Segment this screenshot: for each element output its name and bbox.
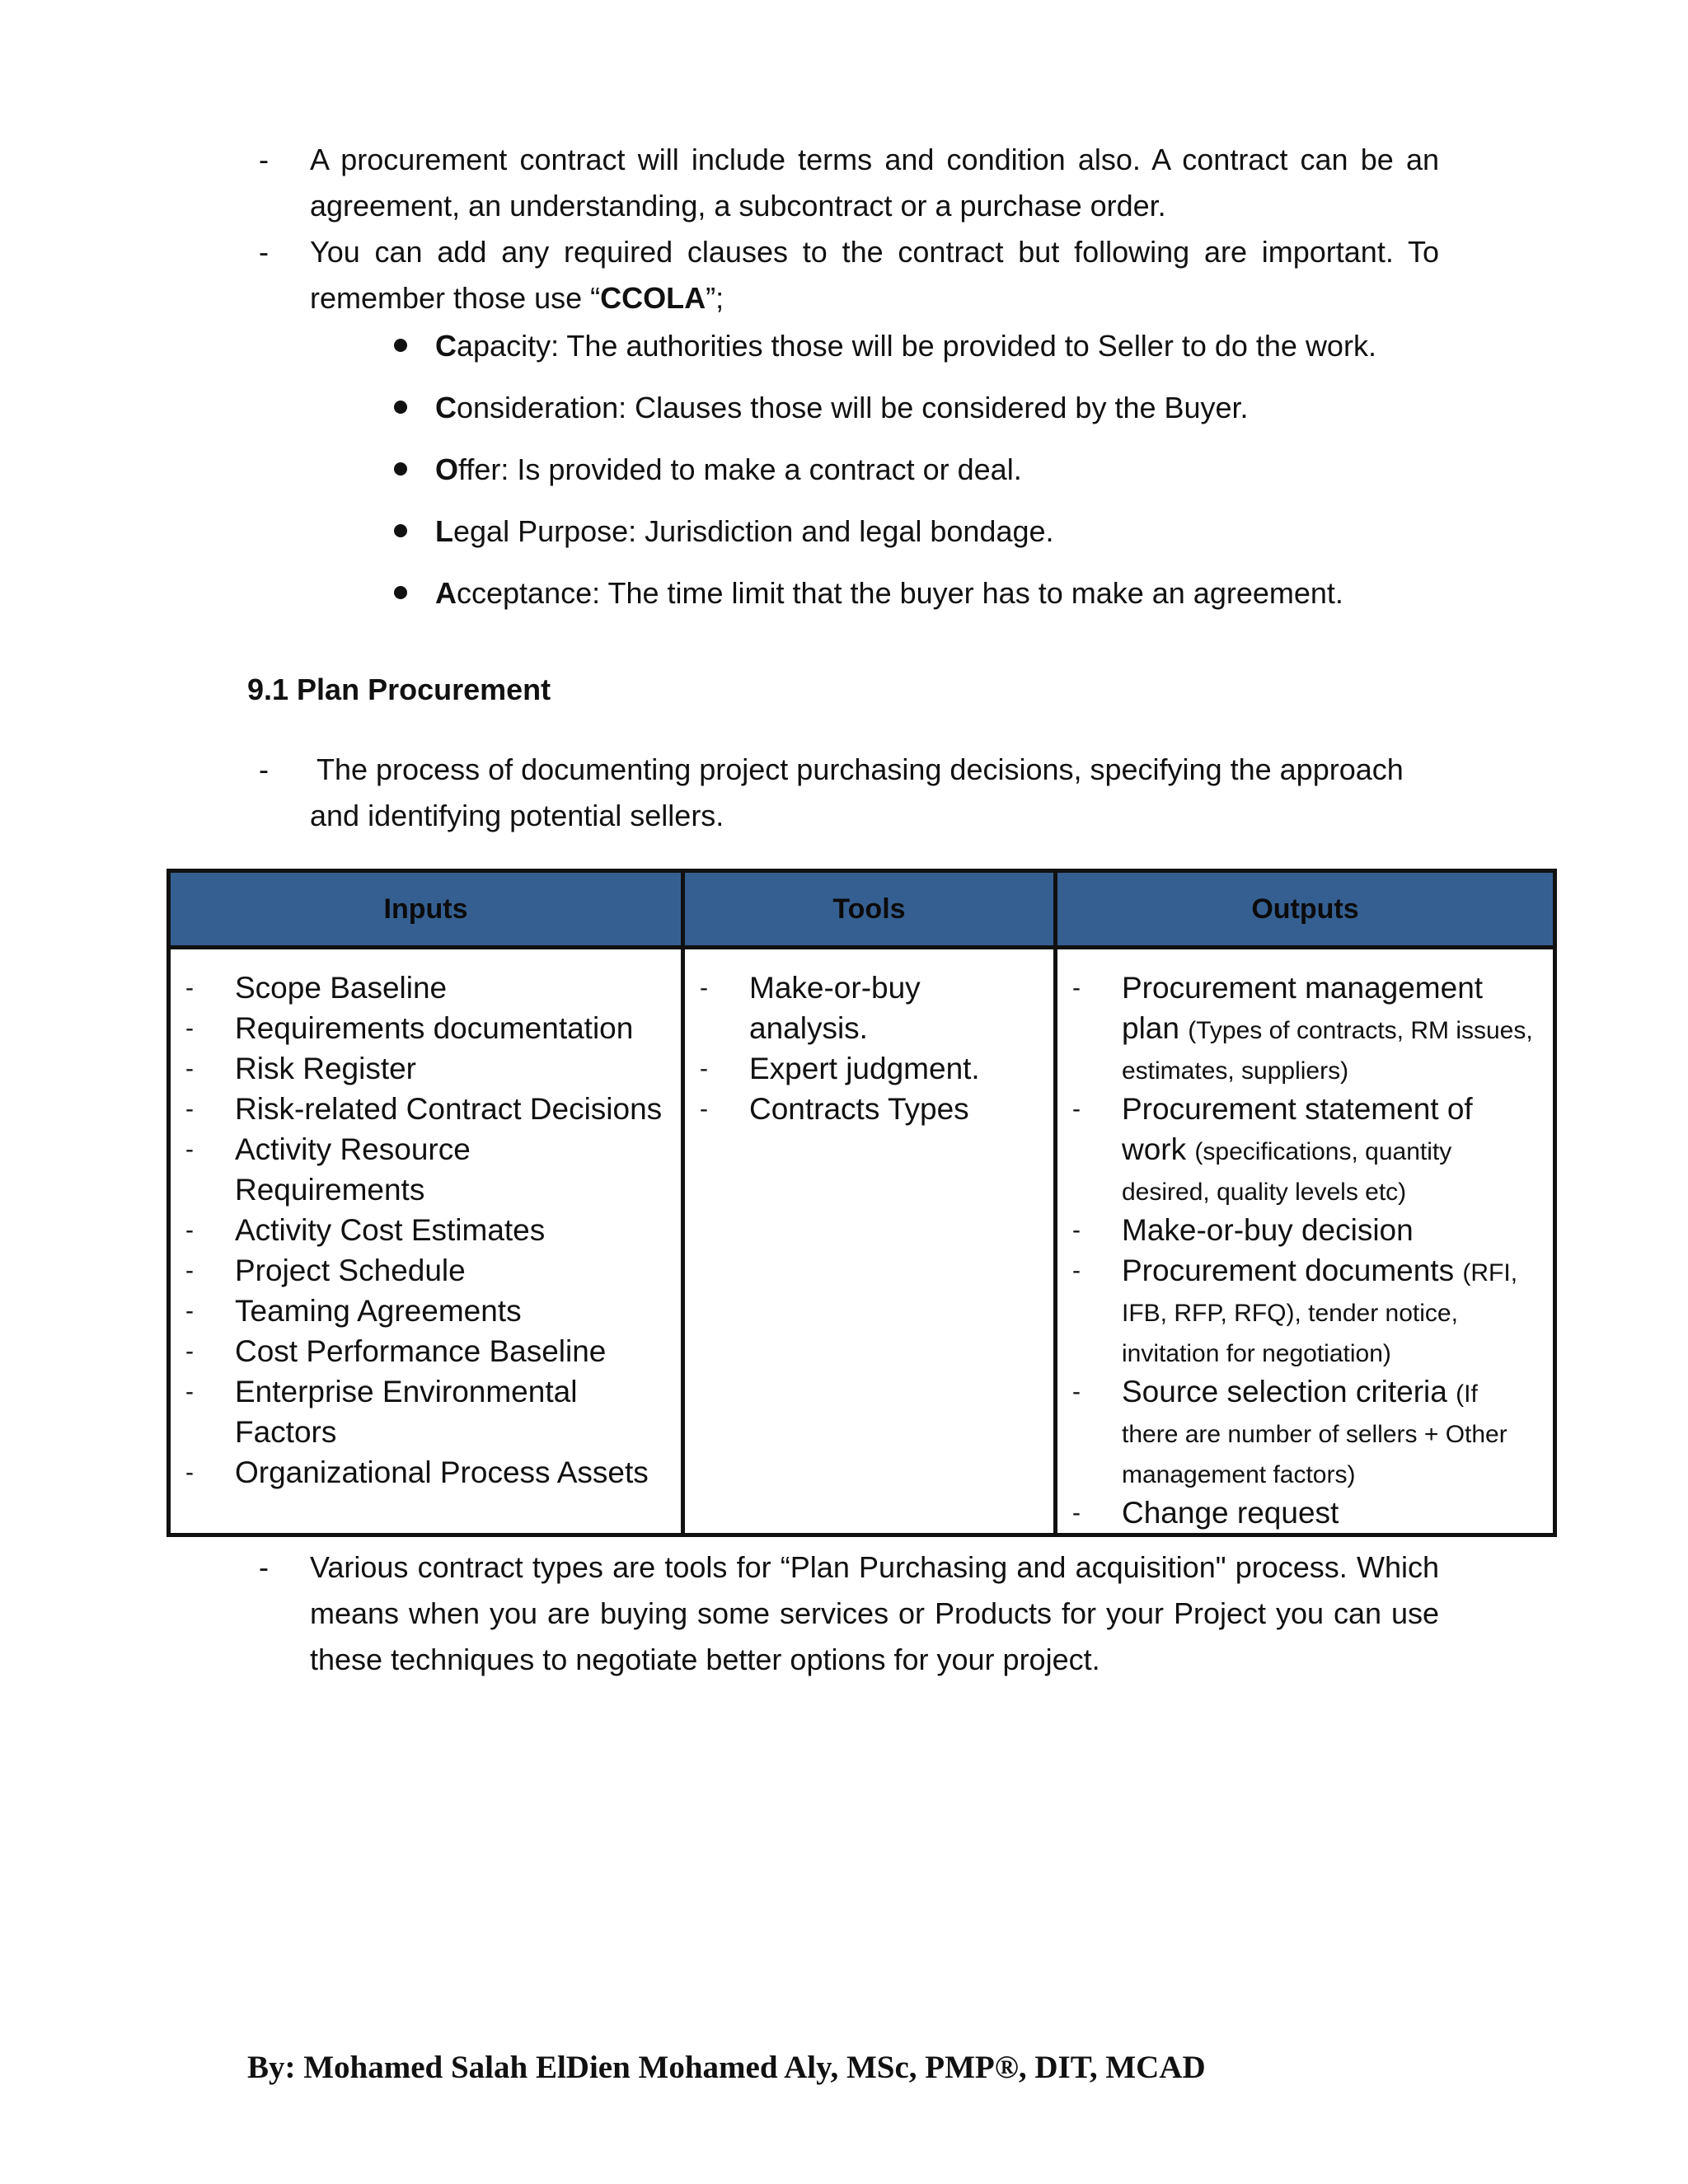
list-item: - Activity Resource Requirements	[171, 1129, 681, 1210]
list-item: - Scope Baseline	[171, 968, 681, 1008]
list-item: - Expert judgment.	[685, 1048, 1053, 1089]
procurement-itto-table	[166, 869, 1557, 1537]
intro-text-2: You can add any required clauses to the contract but following are important. To remember those use “CCOLA”;	[310, 235, 1439, 315]
bullet-dot-icon	[394, 339, 407, 352]
list-item: - Source selection criteria (If there are number of sellers + Other management factors)	[1057, 1371, 1553, 1493]
dash-marker: -	[259, 235, 269, 269]
section-description	[259, 747, 1439, 839]
list-item: - Change request	[1057, 1493, 1553, 1533]
tools-cell	[683, 948, 1056, 1535]
dash-marker: -	[259, 1550, 269, 1584]
bullet-dot-icon	[394, 524, 407, 537]
list-item: - Make-or-buy analysis.	[685, 968, 1053, 1048]
table-header-row	[169, 871, 1555, 948]
list-item: - Teaming Agreements	[171, 1291, 681, 1331]
ccola-item-acceptance: Acceptance: The time limit that the buyer has to make an agreement.	[394, 570, 1343, 616]
ccola-item-offer: Offer: Is provided to make a contract or deal.	[394, 447, 1022, 493]
section-heading: 9.1 Plan Procurement	[247, 673, 551, 706]
list-item: - Cost Performance Baseline	[171, 1331, 681, 1371]
list-item: - Contracts Types	[685, 1089, 1053, 1129]
ccola-acronym: CCOLA	[600, 281, 706, 315]
list-item: - Risk Register	[171, 1048, 681, 1089]
header-inputs: Inputs	[169, 871, 683, 948]
list-item: - Activity Cost Estimates	[171, 1210, 681, 1250]
list-item: - Requirements documentation	[171, 1008, 681, 1048]
bullet-dot-icon	[394, 401, 407, 414]
list-item: - Enterprise Environmental Factors	[171, 1371, 681, 1452]
intro-text-1: A procurement contract will include terms and condition also. A contract can be an agreement, an understanding, a subcontract or a purchase order.	[310, 143, 1439, 223]
list-item: - Risk-related Contract Decisions	[171, 1089, 681, 1129]
section-description-text: The process of documenting project purchasing decisions, specifying the approach and identifying potential sellers.	[310, 752, 1404, 832]
dash-marker: -	[259, 143, 269, 176]
intro-item-2	[259, 229, 1439, 321]
dash-marker: -	[259, 752, 269, 786]
bullet-dot-icon	[394, 462, 407, 476]
table-row	[169, 948, 1555, 1535]
list-item: - Procurement statement of work (specifications, quantity desired, quality levels etc)	[1057, 1089, 1553, 1210]
list-item: - Make-or-buy decision	[1057, 1210, 1553, 1250]
inputs-cell	[169, 948, 683, 1535]
author-footer: By: Mohamed Salah ElDien Mohamed Aly, MSc, PMP®, DIT, MCAD	[247, 2050, 1206, 2085]
ccola-item-legal-purpose: Legal Purpose: Jurisdiction and legal bondage.	[394, 509, 1054, 555]
closing-text: Various contract types are tools for “Plan Purchasing and acquisition" process. Which means when you are buying some services or Products for your Project you can use these techniques to negotiate better options for your project.	[310, 1550, 1439, 1676]
list-item: - Procurement management plan (Types of contracts, RM issues, estimates, suppliers)	[1057, 968, 1553, 1089]
header-outputs: Outputs	[1056, 871, 1555, 948]
outputs-cell	[1056, 948, 1555, 1535]
list-item: - Procurement documents (RFI, IFB, RFP, RFQ), tender notice, invitation for negotiation)	[1057, 1250, 1553, 1371]
ccola-item-capacity: Capacity: The authorities those will be provided to Seller to do the work.	[394, 323, 1376, 369]
list-item: - Project Schedule	[171, 1250, 681, 1291]
closing-item	[259, 1544, 1439, 1685]
bullet-dot-icon	[394, 586, 407, 599]
inputs-list	[171, 968, 681, 1493]
outputs-list	[1057, 968, 1553, 1533]
list-item: - Organizational Process Assets	[171, 1452, 681, 1493]
header-tools: Tools	[683, 871, 1056, 948]
intro-item-1	[259, 137, 1439, 229]
tools-list	[685, 968, 1053, 1129]
ccola-item-consideration: Consideration: Clauses those will be considered by the Buyer.	[394, 385, 1249, 431]
